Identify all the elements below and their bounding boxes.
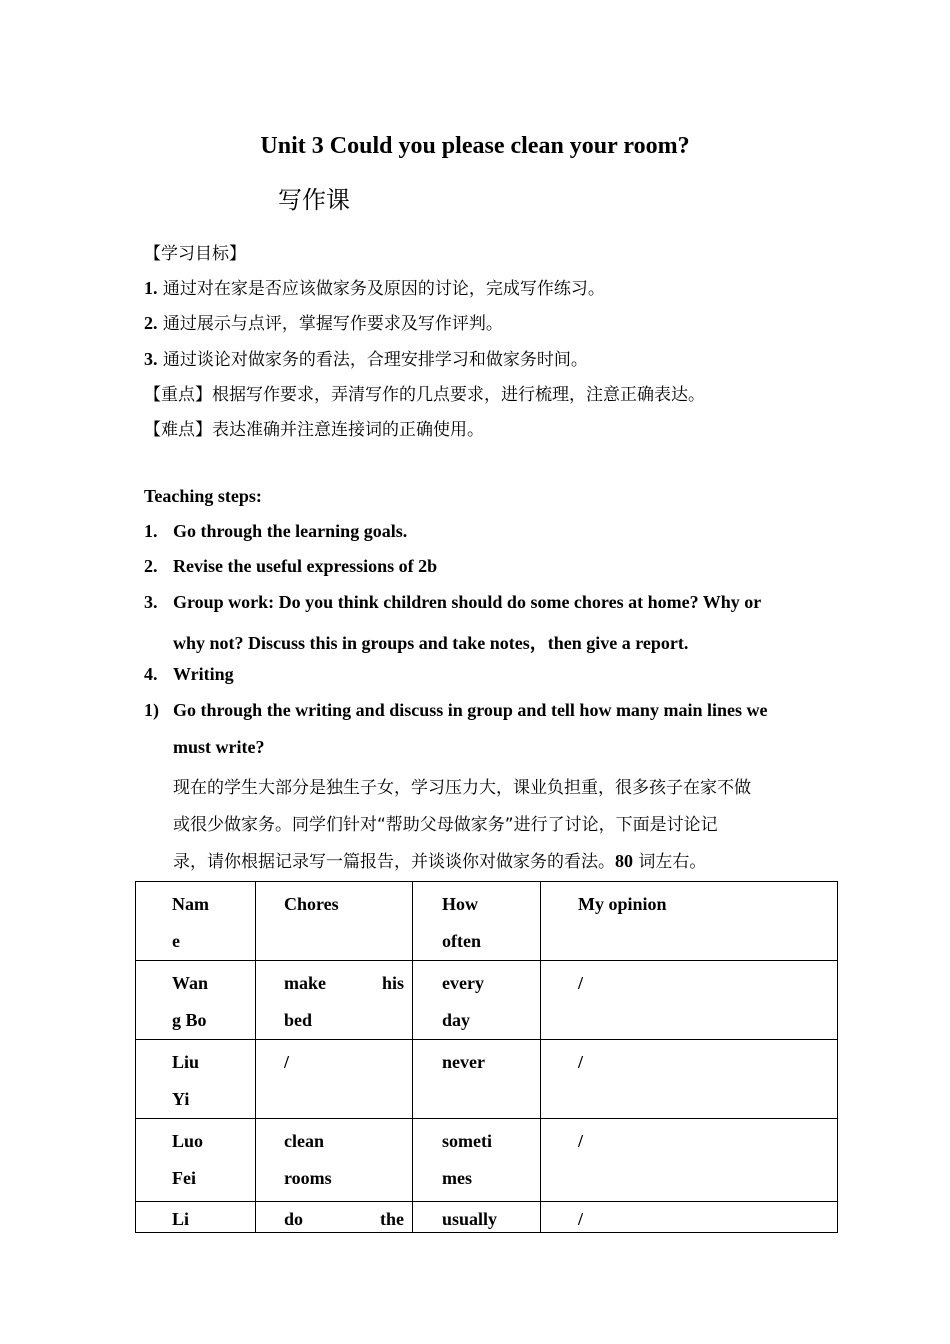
step-item: 2. Revise the useful expressions of 2b [144, 556, 438, 576]
table-row: Liu Yi / never / [136, 1040, 838, 1119]
sub-step-item: 1) Go through the writing and discuss in group and tell how many main lines we [144, 700, 768, 720]
chores-table [135, 881, 838, 1233]
key-point: 【重点】根据写作要求，弄清写作的几点要求，进行梳理，注意正确表达。 [144, 385, 705, 405]
page-subtitle: 写作课 [278, 186, 350, 214]
task-line: 或很少做家务。同学们针对“帮助父母做家务”进行了讨论，下面是讨论记 [173, 815, 718, 835]
task-line: 录，请你根据记录写一篇报告，并谈谈你对做家务的看法。80 词左右。 [173, 851, 707, 872]
step-item: 4. Writing [144, 664, 234, 684]
objective-item: 2. 通过展示与点评，掌握写作要求及写作评判。 [144, 313, 503, 334]
objective-item: 1. 通过对在家是否应该做家务及原因的讨论，完成写作练习。 [144, 278, 605, 299]
objective-item: 3. 通过谈论对做家务的看法，合理安排学习和做家务时间。 [144, 349, 588, 370]
difficult-point: 【难点】表达准确并注意连接词的正确使用。 [144, 420, 484, 440]
table-row: Luo Fei clean rooms someti mes / [136, 1119, 838, 1202]
step-item: 1. Go through the learning goals. [144, 521, 408, 541]
table-row: Li do the usually / [136, 1202, 838, 1233]
header-how-often: How often [413, 882, 541, 961]
step-item: 3. Group work: Do you think children should do some chores at home? Why or [144, 592, 762, 612]
task-line: 现在的学生大部分是独生子女，学习压力大，课业负担重，很多孩子在家不做 [173, 778, 751, 798]
steps-header: Teaching steps: [144, 486, 262, 506]
header-opinion: My opinion [541, 882, 838, 961]
header-name: Nam e [136, 882, 256, 961]
header-chores: Chores [256, 882, 413, 961]
sub-step-continued: must write? [173, 737, 265, 757]
step-item-continued: why not? Discuss this in groups and take notes，then give a report. [173, 633, 689, 653]
table-row: Wan g Bo make his bed every day / [136, 961, 838, 1040]
page-title: Unit 3 Could you please clean your room? [260, 133, 690, 159]
objectives-header: 【学习目标】 [144, 244, 246, 264]
table-header-row [136, 882, 838, 961]
